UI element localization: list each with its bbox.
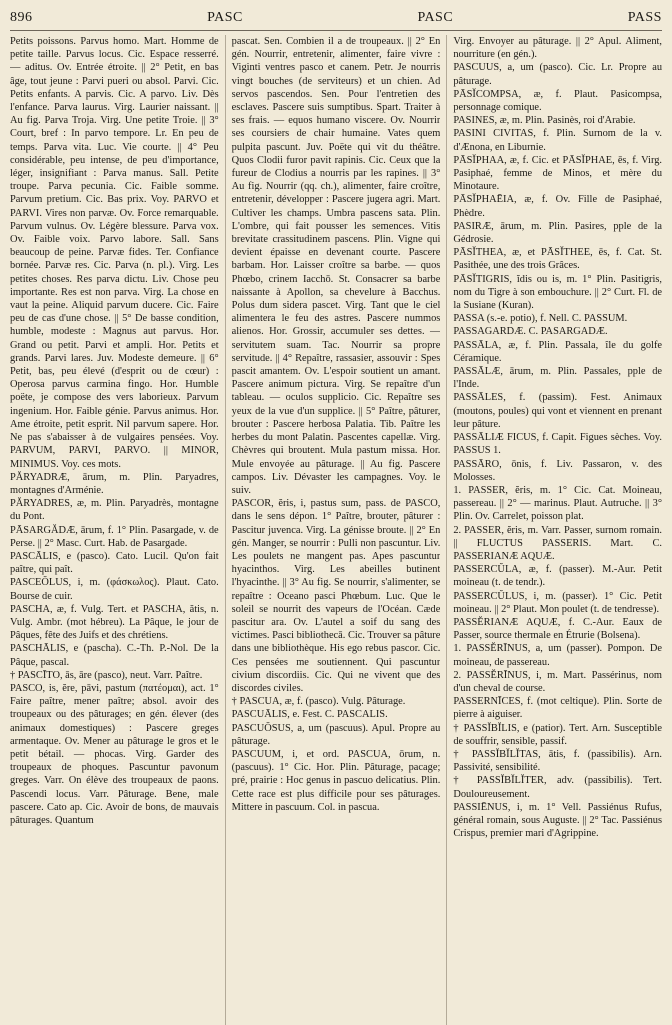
dictionary-entry: PASSA (s.-e. potio), f. Nell. C. PASSUM.	[453, 313, 628, 325]
entry-continuation: Petits poissons. Parvus homo. Mart. Homme de petite taille. Parvus locus. Cic. Espace resserré. — aditus. Ov. Entrée étroite. || 2° Petit, en bas âge, tout jeune : Parvi pueri ou absol. Parvi. Cic. Petits enfants. A parvis. Cic. A parvo. Liv. Dès l'enfance. Parva laurus. Virg. Laurier naissant. || Au fig. Parva Troja. Virg. Une petite Troie. || 3° Court, bref : In parvo tempore. Lr. En peu de temps. Parva vita. Luc. Vie courte. || 4° Peu considérable, peu intense, de peu d'importance, léger, insignifiant : Parva manus. Sall. Petite troupe. Parva pecunia. Cic. Faible somme. Parvum pretium. Cic. Bas prix. Voy. PARVO et PARVI. Vires non parvæ. Ov. Force remarquable. Parvum vulnus. Ov. Légère blessure. Parva vox. Ov. Faible voix. Parvo labore. Sall. Sans beaucoup de peine. Parvæ fides. Ter. Confiance bornée. Parvæ res. Cic. Parva (n. pl.). Virg. Les petites choses. Res parva dictu. Liv. Chose peu importante. Res est non parva. Virg. La chose en vaut la peine. Aliquid parvum ducere. Cic. Faire peu de cas d'une chose. || 5° De basse condition, humble, modeste : Magnus aut parvus. Hor. Grand ou petit. Parvi et ampli. Hor. Petits et grands. Parvi lares. Juv. Modeste demeure. || 6° Petit, bas, peu élevé (d'esprit ou de cœur) : Operosa parvus carmina fingo. Hor. Humble poëte, je compose des vers laborieux. Parvum ingenium. Hor. Faible génie. Parvus animus. Hor. Ame étroite, petit esprit. Nil parvum sapere. Hor. Ne pas s'abaisser à de vulgaires pensées. Voy. PARVUM, PARVI, PARVO. || MINOR, MINIMUS. Voy. ces mots.	[10, 36, 219, 470]
column-right	[446, 35, 662, 1025]
dictionary-entry: PASSĀLES, f. (passim). Fest. Animaux (moutons, poules) qui vont et viennent en prenant leur pâture.	[453, 392, 663, 430]
page-header	[10, 10, 662, 31]
dictionary-entry: 1. PASSĔRĪNUS, a, um (passer). Pompon. De moineau, de passereau.	[453, 643, 663, 668]
column-middle	[225, 35, 441, 1025]
dictionary-entry: 2. PASSER, ĕris, m. Varr. Passer, surnom romain. || FLUCTUS PASSERIS. Mart. C. PASSERIANÆ AQUÆ.	[453, 524, 663, 562]
dictionary-entry: PASSĀLA, æ, f. Plin. Passala, île du golfe Céramique.	[453, 339, 663, 364]
dictionary-entry: PASSERNĪCES, f. (mot celtique). Plin. Sorte de pierre à aiguiser.	[453, 696, 663, 721]
dictionary-entry: PASCEŎLUS, i, m. (φάσκωλος). Plaut. Cato. Bourse de cuir.	[10, 577, 219, 602]
dictionary-entry: PĂRYADRÆ, ārum, m. Plin. Paryadres, montagnes d'Arménie.	[10, 471, 219, 496]
dictionary-entry: PASCO, is, ĕre, pāvi, pastum (πατέομαι), act. 1° Faire paître, mener paître; absol. avoir des troupeaux ou des pâturages; en gén. élever (des animaux domestiques) : Pascere greges armentaque. Ov. Mener au pâturage le gros et le petit bétail. — phocas. Virg. Garder des troupeaux de phoques. Pascuntur pavonum greges. Varr. On élève des troupeaux de paons. Pascendi locus. Varr. Pâturage. Bene, male pascere. Cato ap. Cic. Avoir de bons, de mauvais pâturages. Quantum	[10, 682, 219, 826]
dictionary-entry: PASCOR, ĕris, i, pastus sum, pass. de PASCO, dans le sens dépon. 1° Paître, brouter, pâturer : Pascitur juvenca. Virg. La génisse broute. || 2° En gén. Manger, se nourrir : Pulli non pascuntur. Liv. Les poulets ne mangent pas. Apes pascuntur hyacinthos. Virg. Les abeilles butinent l'hyacinthe. || 3° Au fig. Se nourrir, s'alimenter, se repaître : Oceano pasci Phœbum. Luc. Que le soleil se nourrit des vapeurs de l'Océan. Cæde pascitur ara. Ov. L'autel a soif du sang des victimes. Pasci bibliothecā. Cic. Trouver sa pâture dans une bibliothèque. His ego rebus pascor. Cic. Ces pensées me soutiennent. Qui pascuntur civium discordiis. Cic. Qui ne vivent que des discordes civiles.	[231, 498, 441, 694]
entry-continuation: pascat. Sen. Combien il a de troupeaux. || 2° En gén. Nourrir, entretenir, alimenter, faire vivre : Viginti ventres pasco et canem. Petr. Je nourris vingt bouches (de serviteurs) et un chien. Ad servos pascendos. Sen. Pour l'entretien des esclaves. Pascere suis sumptibus. Spart. Traiter à ses frais. — equos humano viscere. Ov. Nourrir ses coursiers de chair humaine. Vates quem pulpita pascunt. Juv. Poëte qui vit du théâtre. Quos Clodii furor pavit rapinis. Cic. Ceux que la fureur de Clodius a nourris par les rapines. || 3° Au fig. Nourrir (qq. ch.), alimenter, faire croître, entretenir, développer : Pascere jugera agri. Mart. Cultiver les champs. Umbra pascens sata. Plin. L'ombre, qui fait pousser les semences. Vitis brevitate crassitudinem pascens. Plin. Vigne qui devient épaisse en devenant courte. Pascere barbam. Hor. Laisser croître sa barbe. — quos Phœbo, crinem Iacchō. St. Consacrer sa barbe naissante à Apollon, sa chevelure à Bacchus. Polus dum sidera pascet. Virg. Tant que le ciel alimentera le feu des astres. Pascere nummos alienos. Hor. Grossir, accumuler ses dettes. — servitutem suam. Tac. Nourrir sa propre servitude. || 4° Repaître, rassasier, assouvir : Spes pascit amantem. Ov. L'espoir soutient un amant. Pascere animum pictura. Virg. Se repaître d'un tableau. — oculos supplicio. Cic. Repaître ses yeux de la vue d'un supplice. || 5° Paître, pâturer, brouter : Pascere herbosa Palatia. Tib. Paître les herbes du mont Palatin. Pascentes capellæ. Virg. Chèvres qui broutent. Mula pastum missa. Hor. Mule envoyée au pâturage. || Au fig. Pascere campos. Liv. Dévaster les campagnes. Voy. le suiv.	[231, 36, 441, 496]
dictionary-entry: PĀSĬPHAĒIA, æ, f. Ov. Fille de Pasiphaé, Phèdre.	[453, 194, 663, 219]
dictionary-entry: PĀSĬPHAA, æ, f. Cic. et PĀSĬPHAE, ēs, f. Virg. Pasiphaé, femme de Minos, et mère du Minotaure.	[453, 154, 663, 193]
guide-word-right: PASS	[627, 10, 662, 25]
dictionary-entry: PASSĀRO, ōnis, f. Liv. Passaron, v. des Molosses.	[453, 458, 663, 483]
dictionary-entry: PASINES, æ, m. Plin. Pasinès, roi d'Arabie.	[453, 115, 636, 127]
dictionary-entry: 1. PASSER, ĕris, m. 1° Cic. Cat. Moineau, passereau. || 2° — marinus. Plaut. Autruche. || 3° Plin. Ov. Carrelet, poisson plat.	[453, 484, 663, 523]
dictionary-entry: PASCUUM, i, et ord. PASCUA, ōrum, n. (pascuus). 1° Cic. Hor. Plin. Pâturage, pacage; pré, prairie : Hoc genus in pascuo delicatius. Plin. Cette race est plus difficile pour ses pâturages. Mittere in pascuum. Col. in pascua.	[231, 748, 441, 813]
entry-continuation: Virg. Envoyer au pâturage. || 2° Apul. Aliment, nourriture (en gén.).	[453, 36, 663, 61]
dictionary-entry: † PASSĬBĬLIS, e (patior). Tert. Arn. Susceptible de souffrir, sensible, passif.	[453, 722, 663, 747]
dictionary-entry: 2. PASSĔRĪNUS, i, m. Mart. Passérinus, nom d'un cheval de course.	[453, 669, 663, 694]
dictionary-entry: PĀSĬTIGRIS, ĭdis ou is, m. 1° Plin. Pasitigris, nom du Tigre à son embouchure. || 2° Curt. Fl. de la Susiane (Kuran).	[453, 273, 663, 312]
dictionary-entry: PASCHA, æ, f. Vulg. Tert. et PASCHA, ătis, n. Vulg. Ambr. (mot hébreu). La Pâque, le jour de Pâques, fête des Juifs et des chrétiens.	[10, 603, 219, 642]
dictionary-entry: PASCĀLIS, e (pasco). Cato. Lucil. Qu'on fait paître, qui paît.	[10, 550, 219, 576]
dictionary-entry: PASSERCŬLUS, i, m. (passer). 1° Cic. Petit moineau. || 2° Plaut. Mon poulet (t. de tendresse).	[453, 590, 663, 615]
dictionary-entry: † PASSĬBĬLĬTAS, ātis, f. (passibilis). Arn. Passivité, sensibilité.	[453, 748, 663, 774]
dictionary-entry: PĀSĬCOMPSA, æ, f. Plaut. Pasicompsa, personnage comique.	[453, 88, 663, 114]
dictionary-entry: PASCUŎSUS, a, um (pascuus). Apul. Propre au pâturage.	[231, 722, 441, 747]
dictionary-entry: PĂRYADRES, æ, m. Plin. Paryadrès, montagne du Pont.	[10, 498, 219, 523]
dictionary-entry: PASSĀLIÆ FICUS, f. Capit. Figues sèches. Voy. PASSUS 1.	[453, 432, 663, 457]
dictionary-entry: PASCUĀLIS, e. Fest. C. PASCALIS.	[231, 709, 388, 721]
guide-word-center: PASC	[417, 10, 454, 25]
guide-word-left: PASC	[207, 10, 243, 25]
dictionary-entry: PASSIĒNUS, i, m. 1° Vell. Passiénus Rufus, général romain, sous Auguste. || 2° Tac. Passiénus Crispus, premier mari d'Agrippine.	[453, 801, 663, 840]
dictionary-entry: † PASSĬBĬLĬTER, adv. (passibilis). Tert. Douloureusement.	[453, 775, 663, 800]
dictionary-entry: † PASCĪTO, ās, āre (pasco), neut. Varr. Paître.	[10, 669, 203, 681]
dictionary-entry: PASSERCŬLA, æ, f. (passer). M.-Aur. Petit moineau (t. de tendr.).	[453, 564, 663, 589]
dictionary-entry: PASSĔRIANÆ AQUÆ, f. C.-Aur. Eaux de Passer, source thermale en Étrurie (Bolsena).	[453, 616, 663, 642]
dictionary-entry: PĀSARGĂDÆ, ārum, f. 1° Plin. Pasargade, v. de Perse. || 2° Masc. Curt. Hab. de Pasargade.	[10, 524, 219, 549]
dictionary-entry: PASIRÆ, ārum, m. Plin. Pasires, pple de la Gédrosie.	[453, 220, 663, 246]
page-number: 896	[10, 10, 33, 25]
text-columns	[10, 35, 662, 1025]
column-left	[10, 35, 219, 1025]
dictionary-entry: PASINI CIVITAS, f. Plin. Surnom de la v. d'Ænona, en Liburnie.	[453, 128, 663, 153]
dictionary-entry: PĀSĬTHEA, æ, et PĀSĬTHEE, ēs, f. Cat. St. Pasithée, une des trois Grâces.	[453, 247, 663, 272]
dictionary-entry: † PASCUA, æ, f. (pasco). Vulg. Pâturage.	[231, 696, 406, 708]
dictionary-entry: PASSAGARDÆ. C. PASARGADÆ.	[453, 326, 608, 338]
dictionary-entry: PASCHĀLIS, e (pascha). C.-Th. P.-Nol. De la Pâque, pascal.	[10, 643, 219, 668]
dictionary-entry: PASCUUS, a, um (pasco). Cic. Lr. Propre au pâturage.	[453, 62, 663, 87]
dictionary-entry: PASSĀLÆ, ārum, m. Plin. Passales, pple de l'Inde.	[453, 366, 663, 391]
